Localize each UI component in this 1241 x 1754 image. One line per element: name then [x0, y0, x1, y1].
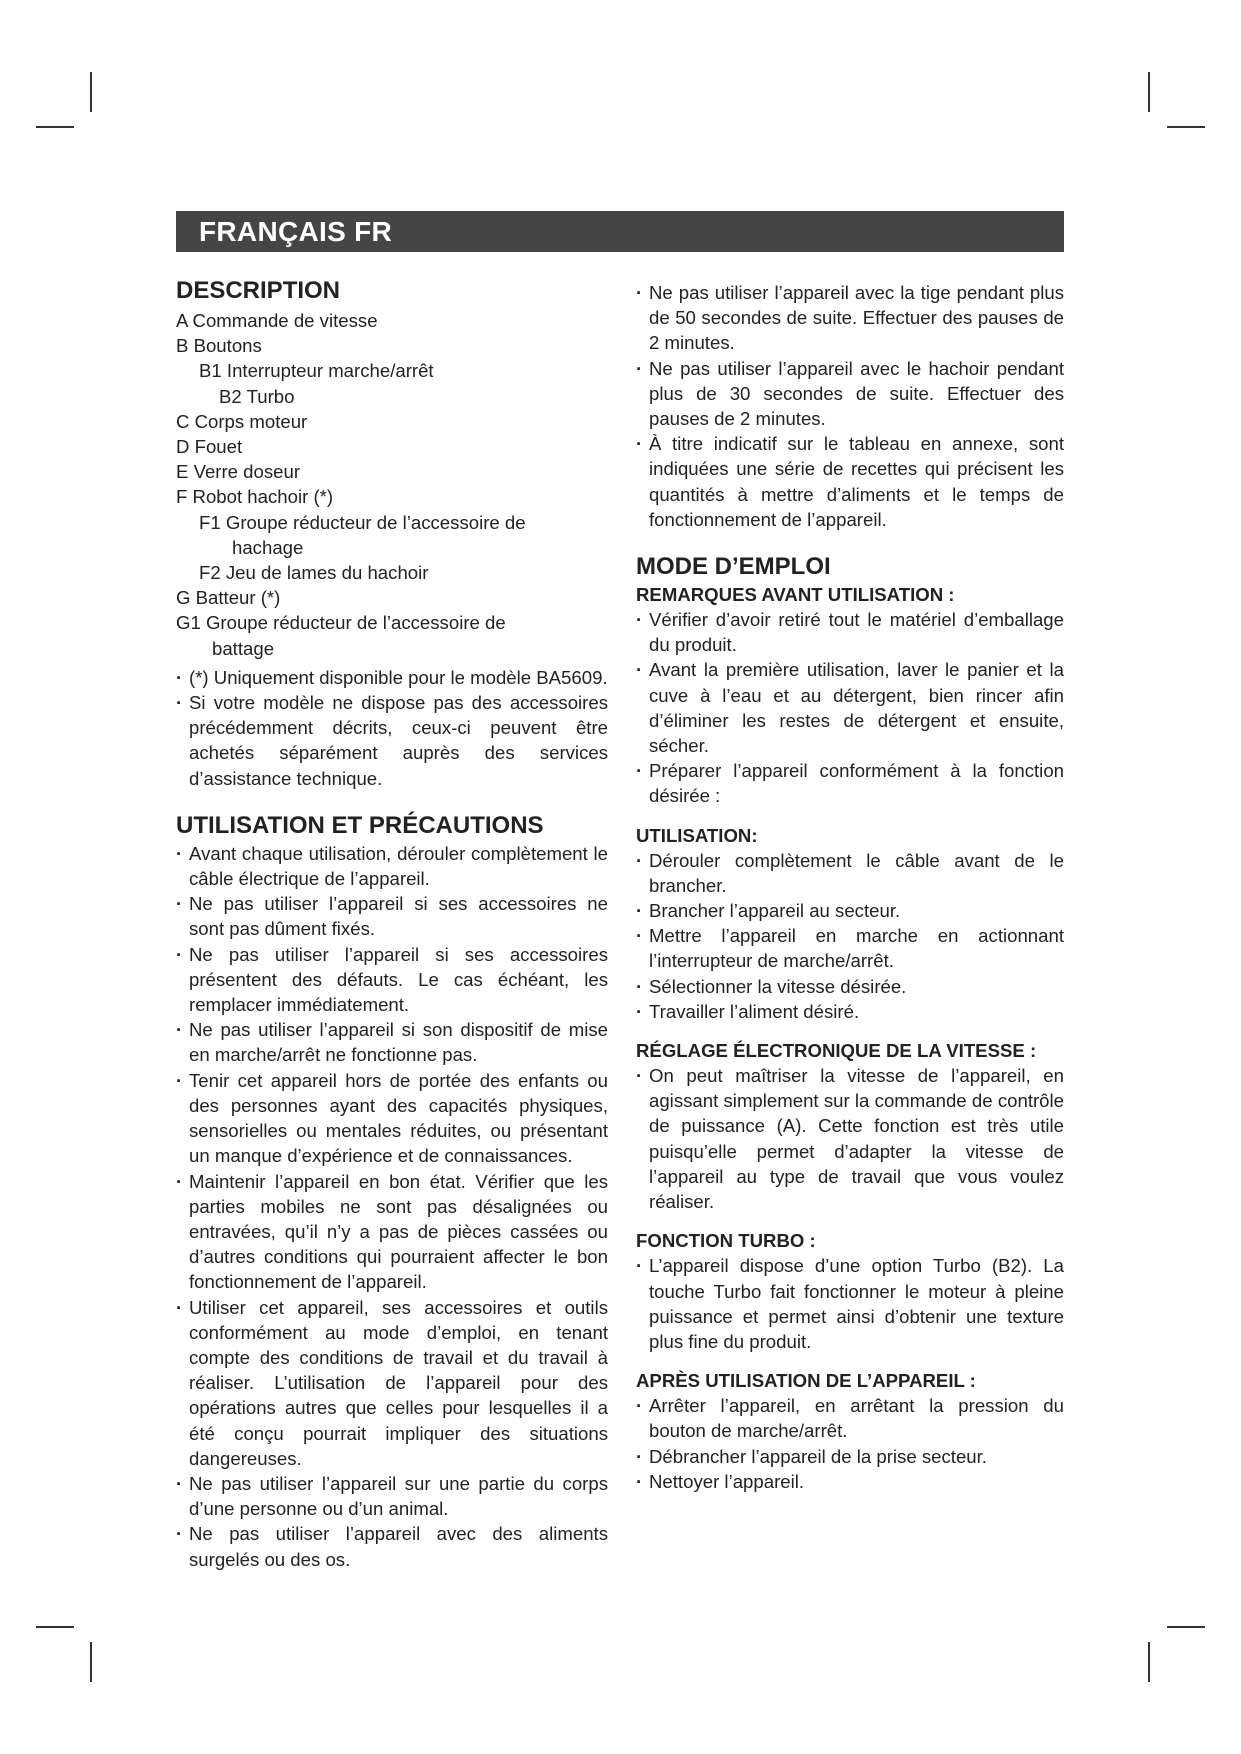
- precaution-item: · Ne pas utiliser l’appareil avec le hachoir pendant plus de 30 secondes de suite. Effectuer des pauses de 2 minutes.: [636, 356, 1064, 432]
- crop-mark: [1167, 1626, 1205, 1628]
- utilisation-item: · Sélectionner la vitesse désirée.: [636, 974, 1064, 999]
- part-item: B2 Turbo: [219, 385, 295, 407]
- precaution-item: · Ne pas utiliser l’appareil avec des aliments surgelés ou des os.: [176, 1521, 608, 1571]
- part-item: B Boutons: [176, 335, 262, 357]
- utilisation-item: · Brancher l’appareil au secteur.: [636, 898, 1064, 923]
- crop-mark: [90, 1642, 92, 1682]
- turbo-title: FONCTION TURBO :: [636, 1230, 816, 1252]
- description-notes: [176, 665, 608, 791]
- precaution-item: · À titre indicatif sur le tableau en annexe, sont indiquées une série de recettes qui précisent les quantités à mettre d’aliments et le temps de fonctionnement de l’appareil.: [636, 431, 1064, 532]
- reglage-list: [636, 1063, 1064, 1214]
- apres-item: · Arrêter l’appareil, en arrêtant la pression du bouton de marche/arrêt.: [636, 1393, 1064, 1443]
- part-item: A Commande de vitesse: [176, 310, 378, 331]
- crop-mark: [36, 126, 74, 128]
- part-item: F1 Groupe réducteur de l’accessoire de hachage: [199, 511, 526, 558]
- utilisation-list: [636, 848, 1064, 1024]
- apres-title: APRÈS UTILISATION DE L’APPAREIL :: [636, 1370, 976, 1392]
- language-header: [176, 211, 1064, 252]
- remarques-title: REMARQUES AVANT UTILISATION :: [636, 584, 955, 606]
- turbo-list: [636, 1253, 1064, 1354]
- remarque-item: · Vérifier d’avoir retiré tout le matériel d’emballage du produit.: [636, 607, 1064, 657]
- description-title: DESCRIPTION: [176, 277, 341, 304]
- apres-list: [636, 1393, 1064, 1494]
- part-item: G Batteur (*): [176, 587, 281, 609]
- precaution-item: · Ne pas utiliser l’appareil sur une partie du corps d’une personne ou d’un animal.: [176, 1471, 608, 1521]
- precaution-item: · Tenir cet appareil hors de portée des enfants ou des personnes ayant des capacités physiques, sensorielles ou mentales réduites, ou présentant un manque d’expérience et de connaissances.: [176, 1068, 608, 1169]
- turbo-item: · L’appareil dispose d’une option Turbo (B2). La touche Turbo fait fonctionner le moteur à pleine puissance et permet ainsi d’obtenir une texture plus fine du produit.: [636, 1253, 1064, 1354]
- precaution-item: · Utiliser cet appareil, ses accessoires et outils conformément au mode d’emploi, en tenant compte des conditions de travail et du travail à réaliser. L’utilisation de l’appareil pour des opérations autres que celles pour lesquelles il a été conçu pourrait impliquer des situations dangereuses.: [176, 1295, 608, 1471]
- crop-mark: [1148, 1642, 1150, 1682]
- utilisation-item: · Dérouler complètement le câble avant de le brancher.: [636, 848, 1064, 898]
- part-item: D Fouet: [176, 436, 243, 458]
- crop-mark: [36, 1626, 74, 1628]
- language-title: FRANÇAIS FR: [199, 216, 393, 247]
- apres-item: · Nettoyer l’appareil.: [636, 1469, 1064, 1494]
- precaution-item: · Ne pas utiliser l’appareil si son dispositif de mise en marche/arrêt ne fonctionne pas.: [176, 1017, 608, 1067]
- utilisation-item: · Travailler l’aliment désiré.: [636, 999, 1064, 1024]
- mode-emploi-title: MODE D’EMPLOI: [636, 553, 831, 581]
- remarque-item: · Préparer l’appareil conformément à la fonction désirée :: [636, 758, 1064, 808]
- precaution-item: · Avant chaque utilisation, dérouler complètement le câble électrique de l’appareil.: [176, 841, 608, 891]
- precaution-item: · Ne pas utiliser l’appareil avec la tige pendant plus de 50 secondes de suite. Effectuer des pauses de 2 minutes.: [636, 280, 1064, 356]
- precaution-item: · Ne pas utiliser l’appareil si ses accessoires présentent des défauts. Le cas échéant, les remplacer immédiatement.: [176, 942, 608, 1018]
- part-item: C Corps moteur: [176, 410, 308, 432]
- part-item: F2 Jeu de lames du hachoir: [199, 562, 429, 584]
- apres-item: · Débrancher l’appareil de la prise secteur.: [636, 1444, 1064, 1469]
- precautions-title: UTILISATION ET PRÉCAUTIONS: [176, 811, 544, 839]
- precaution-item: · Ne pas utiliser l’appareil si ses accessoires ne sont pas dûment fixés.: [176, 891, 608, 941]
- reglage-title: RÉGLAGE ÉLECTRONIQUE DE LA VITESSE :: [636, 1040, 1037, 1062]
- precautions-list-continued: [636, 280, 1064, 532]
- reglage-item: · On peut maîtriser la vitesse de l’appareil, en agissant simplement sur la commande de contrôle de puissance (A). Cette fonction est très utile puisqu’elle permet d’adapter la vitesse de l’appareil au type de travail que vous voulez réaliser.: [636, 1063, 1064, 1214]
- remarques-list: [636, 607, 1064, 809]
- part-item: G1 Groupe réducteur de l’accessoire de battage: [176, 612, 506, 659]
- utilisation-item: · Mettre l’appareil en marche en actionnant l’interrupteur de marche/arrêt.: [636, 923, 1064, 973]
- precaution-item: · Maintenir l’appareil en bon état. Vérifier que les parties mobiles ne sont pas désalignées ou entravées, qu’il n’y a pas de pièces cassées ou d’autres conditions qui pourraient affecter le bon fonctionnement de l’appareil.: [176, 1169, 608, 1295]
- note-item: · Si votre modèle ne dispose pas des accessoires précédemment décrits, ceux-ci peuvent être achetés séparément auprès des services d’assistance technique.: [176, 690, 608, 791]
- note-item: · (*) Uniquement disponible pour le modèle BA5609.: [176, 665, 608, 690]
- part-item: F Robot hachoir (*): [176, 486, 334, 508]
- right-column: [636, 280, 1064, 1494]
- crop-mark: [1167, 126, 1205, 128]
- parts-list: [176, 308, 608, 661]
- utilisation-title: UTILISATION:: [636, 824, 758, 846]
- precautions-list: [176, 841, 608, 1572]
- part-item: E Verre doseur: [176, 461, 301, 483]
- left-column: [176, 276, 608, 1572]
- crop-mark: [1148, 72, 1150, 112]
- remarque-item: · Avant la première utilisation, laver le panier et la cuve à l’eau et au détergent, bien rincer afin d’éliminer les restes de détergent et ensuite, sécher.: [636, 657, 1064, 758]
- part-item: B1 Interrupteur marche/arrêt: [199, 360, 434, 382]
- crop-mark: [90, 72, 92, 112]
